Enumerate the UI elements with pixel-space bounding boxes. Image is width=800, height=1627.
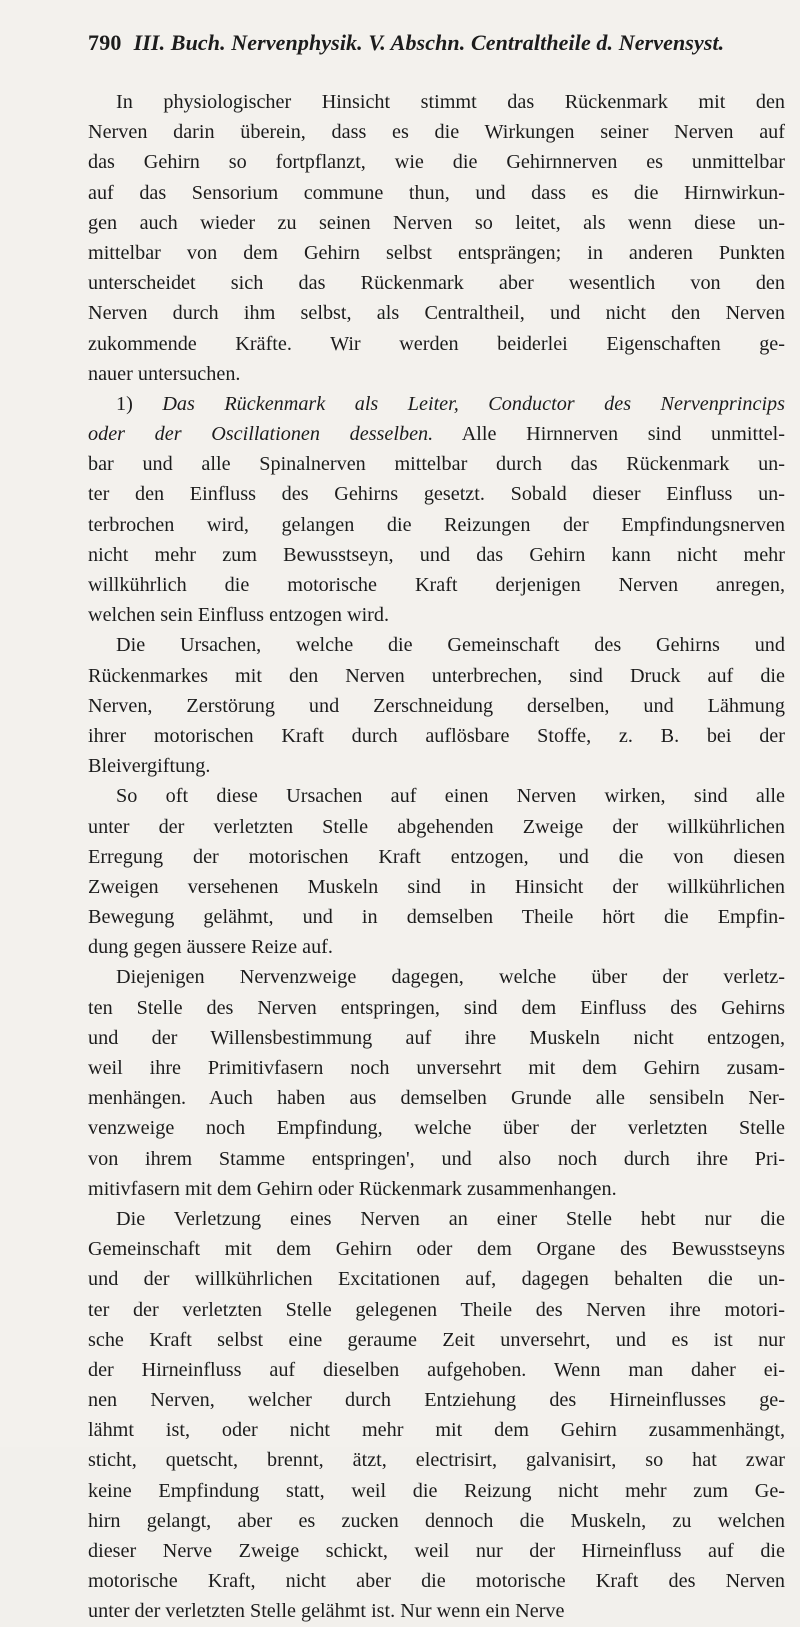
text-line: welchen sein Einfluss entzogen wird. <box>88 604 390 627</box>
paragraph-4 <box>88 781 785 962</box>
text-line: willkührlich die motorische Kraft derjenigen Nerven anregen, <box>88 574 785 596</box>
text-line: sticht, quetscht, brennt, ätzt, electrisirt, galvanisirt, so hat zwar <box>88 1449 785 1472</box>
text-line: und der Willensbestimmung auf ihre Muskeln nicht entzogen, <box>88 1026 785 1049</box>
text-line: In physiologischer Hinsicht stimmt das Rückenmark mit den <box>116 91 785 113</box>
text-line: Die Verletzung eines Nerven an einer Stelle hebt nur die <box>116 1207 785 1230</box>
text-line: nen Nerven, welcher durch Entziehung des Hirneinflusses ge- <box>88 1389 785 1412</box>
text-line: ter den Einfluss des Gehirns gesetzt. Sobald dieser Einfluss un- <box>88 483 785 506</box>
text-line: venzweige noch Empfindung, welche über der verletzten Stelle <box>88 1117 785 1140</box>
text-line: unterscheidet sich das Rückenmark aber wesentlich von den <box>88 272 785 295</box>
running-header <box>88 30 778 66</box>
section-heading-line-2 <box>88 419 785 449</box>
text-line: Die Ursachen, welche die Gemeinschaft des Gehirns und <box>116 634 785 657</box>
paragraph-3 <box>88 630 785 781</box>
paragraph-1 <box>88 87 785 389</box>
text-line: sche Kraft selbst eine geraume Zeit unversehrt, und es ist nur <box>88 1328 785 1351</box>
text-line: gen auch wieder zu seinen Nerven so leitet, als wenn diese un- <box>88 211 785 234</box>
body-text <box>88 87 785 1627</box>
section-number: 1) <box>116 392 133 415</box>
text-line: ter der verletzten Stelle gelegenen Theile des Nerven ihre motori- <box>88 1298 785 1321</box>
section-title-italic-2: oder der Oscillationen desselben. <box>88 423 434 446</box>
text-line: Bleivergiftung. <box>88 755 211 778</box>
text-line: Nerven darin überein, dass es die Wirkungen seiner Nerven auf <box>88 121 785 144</box>
text-line: Nerven, Zerstörung und Zerschneidung derselben, und Lähmung <box>88 694 785 717</box>
text-line: mitivfasern mit dem Gehirn oder Rückenmark zusammenhangen. <box>88 1177 617 1200</box>
text-line: zukommende Kräfte. Wir werden beiderlei Eigenschaften ge- <box>88 332 785 355</box>
section-line-rest: Alle Hirnnerven sind unmittel- <box>433 423 785 446</box>
text-line: Zweigen versehenen Muskeln sind in Hinsicht der willkührlichen <box>88 875 785 898</box>
text-line: nauer untersuchen. <box>88 362 241 385</box>
text-line: und der willkührlichen Excitationen auf, dagegen behalten die un- <box>88 1268 785 1291</box>
text-line: keine Empfindung statt, weil die Reizung nicht mehr zum Ge- <box>88 1479 785 1502</box>
text-line: nicht mehr zum Bewusstseyn, und das Gehirn kann nicht mehr <box>88 543 785 566</box>
text-line: So oft diese Ursachen auf einen Nerven wirken, sind alle <box>116 785 785 808</box>
text-line: ihrer motorischen Kraft durch auflösbare Stoffe, z. B. bei der <box>88 724 785 747</box>
section-heading-line <box>88 389 785 419</box>
text-line: lähmt ist, oder nicht mehr mit dem Gehirn zusammenhängt, <box>88 1419 785 1442</box>
text-line: Gemeinschaft mit dem Gehirn oder dem Organe des Bewusstseyns <box>88 1238 785 1261</box>
section-title-italic: Das Rückenmark als Leiter, Conductor des Nervenprincips <box>162 392 785 415</box>
text-line: mittelbar von dem Gehirn selbst entsprängen; in anderen Punkten <box>88 241 785 264</box>
paragraph-2 <box>88 389 785 631</box>
text-line: dieser Nerve Zweige schickt, weil nur der Hirneinfluss auf die <box>88 1540 785 1562</box>
text-line: hirn gelangt, aber es zucken dennoch die Muskeln, zu welchen <box>88 1509 785 1532</box>
text-line: weil ihre Primitivfasern noch unversehrt mit dem Gehirn zusam- <box>88 1057 785 1079</box>
text-line: Nerven durch ihm selbst, als Centraltheil, und nicht den Nerven <box>88 302 785 325</box>
text-line: Rückenmarkes mit den Nerven unterbrechen, sind Druck auf die <box>88 664 785 687</box>
text-line: Diejenigen Nervenzweige dagegen, welche über der verletz- <box>116 966 785 989</box>
text-line: das Gehirn so fortpflanzt, wie die Gehirnnerven es unmittelbar <box>88 151 785 174</box>
text-line: unter der verletzten Stelle abgehenden Zweige der willkührlichen <box>88 815 785 838</box>
page-number: 790 <box>88 30 122 55</box>
paragraph-5 <box>88 962 785 1204</box>
text-line: der Hirneinfluss auf dieselben aufgehoben. Wenn man daher ei- <box>88 1358 785 1381</box>
text-line: dung gegen äussere Reize auf. <box>88 936 333 959</box>
text-line: motorische Kraft, nicht aber die motorische Kraft des Nerven <box>88 1570 785 1593</box>
paragraph-6 <box>88 1204 785 1627</box>
text-line: menhängen. Auch haben aus demselben Grunde alle sensibeln Ner- <box>88 1087 785 1110</box>
text-line: terbrochen wird, gelangen die Reizungen der Empfindungsnerven <box>88 513 785 536</box>
text-line: ten Stelle des Nerven entspringen, sind dem Einfluss des Gehirns <box>88 996 785 1019</box>
header-title: III. Buch. Nervenphysik. V. Abschn. Centraltheile d. Nervensyst. <box>133 30 725 55</box>
text-line: bar und alle Spinalnerven mittelbar durch das Rückenmark un- <box>88 453 785 476</box>
text-line: von ihrem Stamme entspringen', und also noch durch ihre Pri- <box>88 1147 785 1170</box>
text-line: unter der verletzten Stelle gelähmt ist. Nur wenn ein Nerve <box>88 1600 565 1623</box>
text-line: auf das Sensorium commune thun, und dass es die Hirnwirkun- <box>88 181 785 204</box>
text-line: Bewegung gelähmt, und in demselben Theile hört die Empfin- <box>88 906 785 929</box>
text-line: Erregung der motorischen Kraft entzogen, und die von diesen <box>88 845 785 868</box>
